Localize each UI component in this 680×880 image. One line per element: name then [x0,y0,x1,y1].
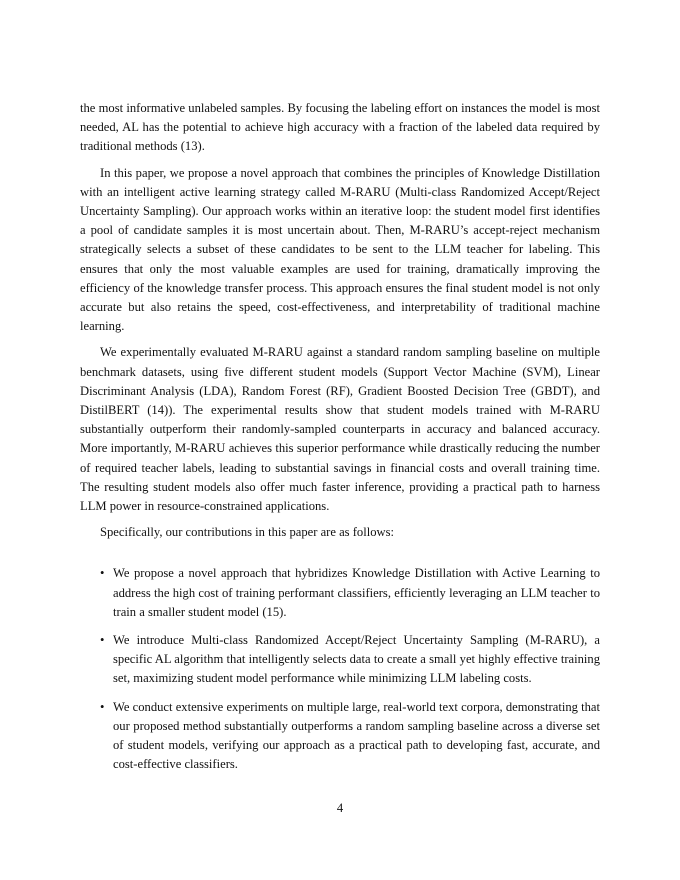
bullet-icon: • [100,566,105,581]
list-item [80,564,600,622]
bullet-icon: • [100,633,105,648]
paragraph-evaluation: We experimentally evaluated M-RARU against a standard random sampling baseline on multiple benchmark datasets, using five different student models (Support Vector Machine (SVM), Linear Discriminant Analysis (LDA), Random Forest (RF), Gradient Boosted Decision Tree (GBDT), and DistilBERT (14)). The experimental results show that student models trained with M-RARU substantially outperform their randomly-sampled counterparts in accuracy and balanced accuracy. More importantly, M-RARU achieves this superior performance while drastically reducing the number of required teacher labels, leading to substantial savings in financial costs and overall training time. The resulting student models also offer much faster inference, providing a practical path to harness LLM power in resource-constrained applications. [80,345,600,514]
paragraph-contributions-intro: Specifically, our contributions in this paper are as follows: [100,525,395,540]
list-item [80,698,600,775]
contribution-text: We conduct extensive experiments on multiple large, real-world text corpora, demonstrating that our proposed method substantially outperforms a random sampling baseline across a diverse set of student models, verifying our approach as a practical path to developing fast, accurate, and cost-effective classifiers. [113,699,600,772]
paragraph-proposal: In this paper, we propose a novel approach that combines the principles of Knowledge Distillation with an intelligent active learning strategy called M-RARU (Multi-class Randomized Accept/Reject Uncertainty Sampling). Our approach works within an iterative loop: the student model first identifies a pool of candidate samples it is most uncertain about. Then, M-RARU’s accept-reject mechanism strategically selects a subset of these candidates to be sent to the LLM teacher for labeling. This ensures that only the most valuable examples are used for training, dramatically improving the efficiency of the knowledge transfer process. This approach ensures the final student model is not only accurate but also retains the speed, cost-effectiveness, and interpretability of traditional machine learning. [80,165,600,334]
contributions-list [80,564,600,774]
page-body [80,99,600,784]
bullet-icon: • [100,699,105,714]
paragraph-continuation: the most informative unlabeled samples. By focusing the labeling effort on instances the model is most needed, AL has the potential to achieve high accuracy with a fraction of the labeled data required by traditional methods (13). [80,101,600,154]
contribution-text: We propose a novel approach that hybridizes Knowledge Distillation with Active Learning to address the high cost of training performant classifiers, efficiently leveraging an LLM teacher to train a smaller student model (15). [113,566,600,619]
page-number: 4 [336,801,344,815]
contribution-text: We introduce Multi-class Randomized Accept/Reject Uncertainty Sampling (M-RARU), a specific AL algorithm that intelligently selects data to create a small yet highly effective training set, maximizing student model performance while minimizing LLM labeling costs. [113,633,600,686]
list-item [80,631,600,689]
